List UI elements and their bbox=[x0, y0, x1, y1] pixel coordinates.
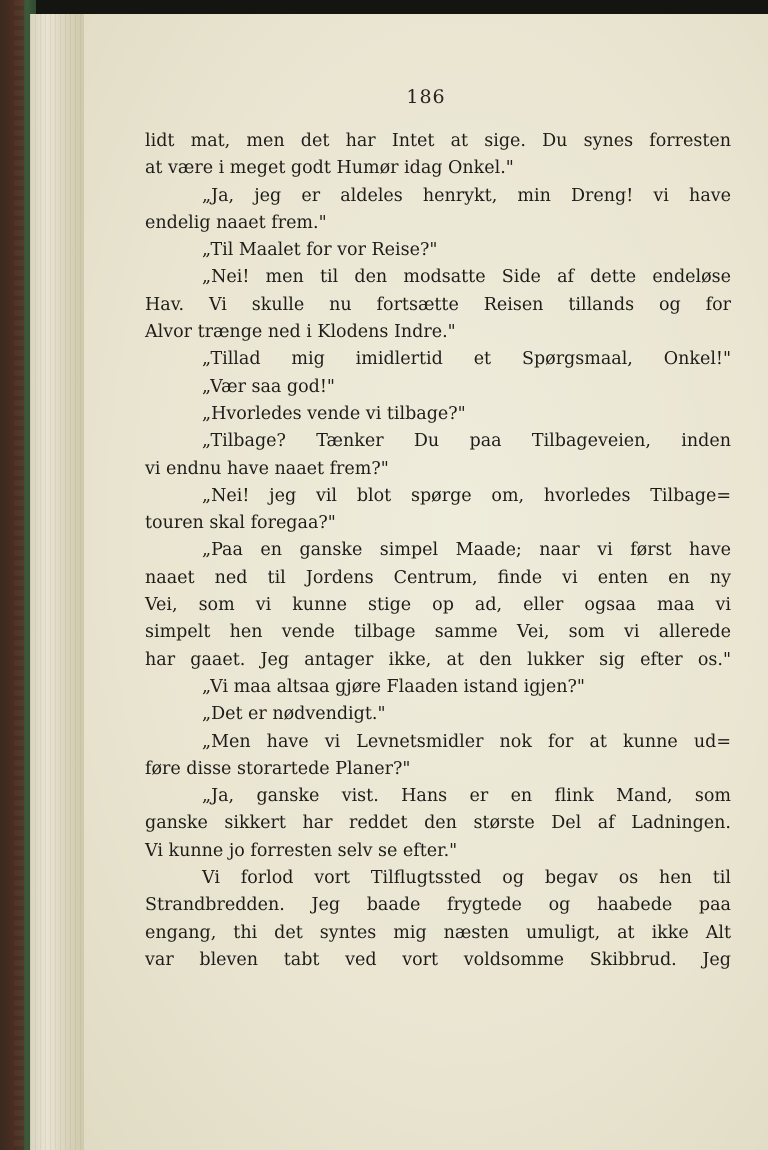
text-line: „Hvorledes vende vi tilbage?" bbox=[202, 403, 466, 424]
text-line: endelig naaet frem." bbox=[145, 212, 327, 233]
text-line: Vi kunne jo forresten selv se efter." bbox=[145, 840, 458, 861]
text-line: „Nei! jeg vil blot spørge om, hvorledes Tilbage= bbox=[202, 485, 731, 506]
text-line: „Paa en ganske simpel Maade; naar vi først have bbox=[202, 540, 731, 561]
text-line: simpelt hen vende tilbage samme Vei, som vi allerede bbox=[145, 622, 731, 643]
text-line: „Nei! men til den modsatte Side af dette endeløse bbox=[202, 267, 731, 288]
text-line: „Tilbage? Tænker Du paa Tilbageveien, inden bbox=[202, 431, 731, 452]
page-number: 186 bbox=[406, 86, 446, 108]
text-line: lidt mat, men det har Intet at sige. Du synes forresten bbox=[145, 131, 731, 151]
text-line: føre disse storartede Planer?" bbox=[145, 758, 411, 779]
text-line: naaet ned til Jordens Centrum, finde vi enten en ny bbox=[145, 567, 731, 588]
text-line: vi endnu have naaet frem?" bbox=[145, 458, 389, 479]
text-line: „Men have vi Levnetsmidler nok for at kunne ud= bbox=[202, 731, 731, 752]
text-line: Vei, som vi kunne stige op ad, eller ogsaa maa vi bbox=[145, 595, 731, 616]
body-text bbox=[145, 128, 731, 974]
top-shadow bbox=[0, 0, 768, 14]
text-line: Hav. Vi skulle nu fortsætte Reisen tillands og for bbox=[145, 294, 731, 315]
text-line: har gaaet. Jeg antager ikke, at den lukker sig efter os." bbox=[145, 649, 731, 670]
text-line: „Til Maalet for vor Reise?" bbox=[202, 240, 438, 261]
page-gutter bbox=[30, 14, 86, 1150]
text-line: „Det er nødvendigt." bbox=[202, 704, 386, 725]
text-line: „Ja, ganske vist. Hans er en flink Mand, som bbox=[202, 786, 731, 807]
text-line: Strandbredden. Jeg baade frygtede og haabede paa bbox=[145, 895, 731, 916]
text-line: ganske sikkert har reddet den største Del af Ladningen. bbox=[145, 813, 731, 834]
text-line: touren skal foregaa?" bbox=[145, 513, 336, 534]
text-line: „Ja, jeg er aldeles henrykt, min Dreng! vi have bbox=[202, 185, 731, 206]
text-line: Alvor trænge ned i Klodens Indre." bbox=[145, 322, 456, 343]
text-line: engang, thi det syntes mig næsten umuligt, at ikke Alt bbox=[145, 922, 731, 943]
text-line: at være i meget godt Humør idag Onkel." bbox=[145, 158, 514, 179]
text-line: „Vi maa altsaa gjøre Flaaden istand igjen?" bbox=[202, 676, 585, 697]
text-line: „Vær saa god!" bbox=[202, 376, 335, 397]
text-line: var bleven tabt ved vort voldsomme Skibbrud. Jeg bbox=[145, 949, 731, 970]
text-line: Vi forlod vort Tilflugtssted og begav os hen til bbox=[202, 868, 731, 889]
text-line: „Tillad mig imidlertid et Spørgsmaal, Onkel!" bbox=[202, 349, 731, 370]
